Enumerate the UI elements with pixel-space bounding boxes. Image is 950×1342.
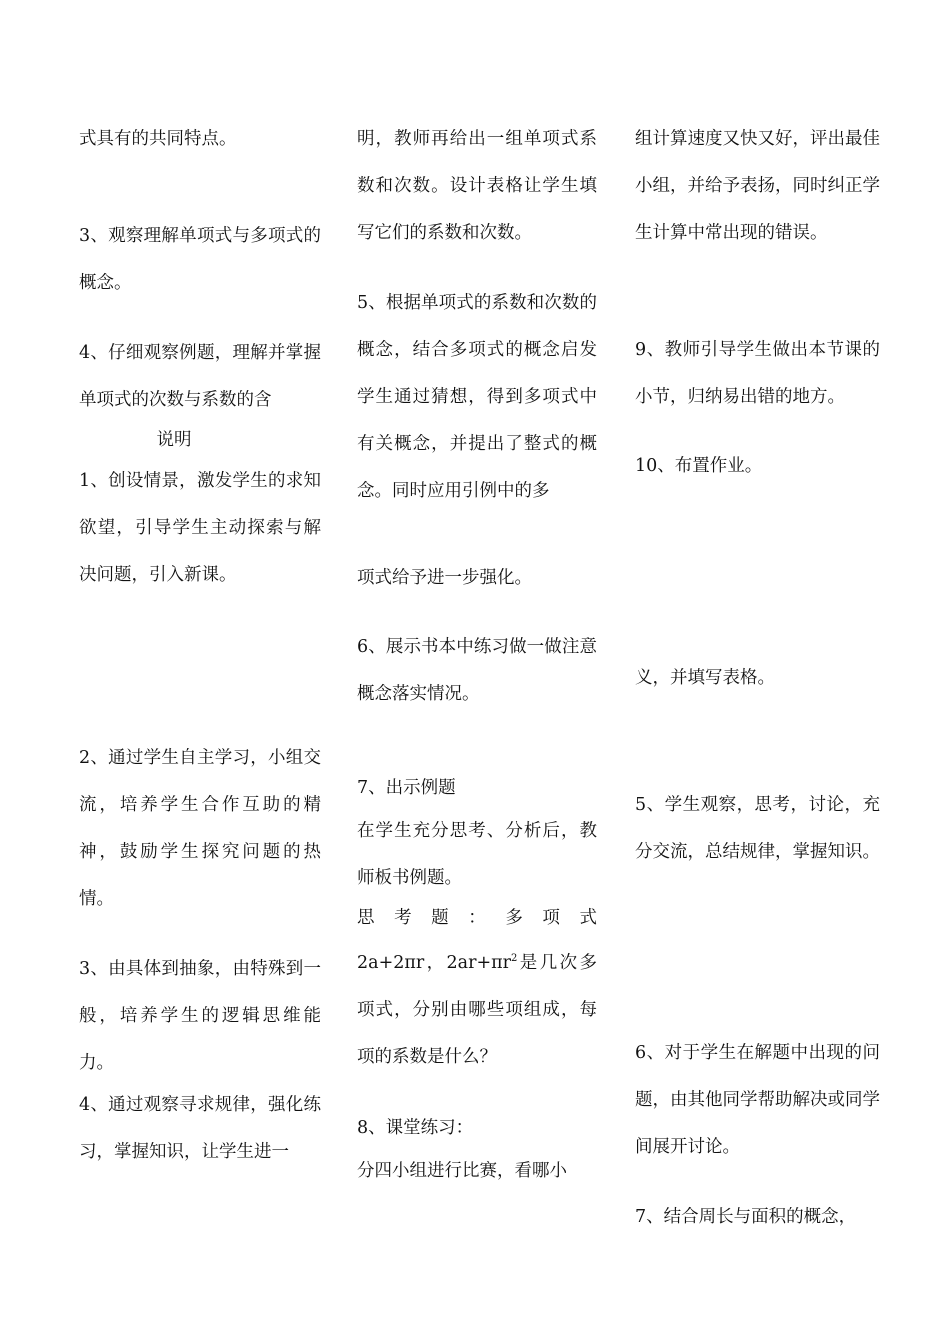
- paragraph-group-competition: 组计算速度又快又好，评出最佳小组，并给予表扬，同时纠正学生计算中常出现的错误。: [635, 129, 880, 243]
- paragraph-item-6-exercise: 6、展示书本中练习做一做注意概念落实情况。: [357, 637, 597, 704]
- paragraph-item-8-title: 8、课堂练习：: [357, 1118, 474, 1138]
- polynomial-expression: 2a+2πr，2ar+πr: [357, 953, 512, 973]
- paragraph-explain-1: 1、创设情景，激发学生的求知欲望，引导学生主动探索与解决问题，引入新课。: [79, 471, 321, 585]
- paragraph-teacher-table: 明，教师再给出一组单项式系数和次数。设计表格让学生填写它们的系数和次数。: [357, 129, 597, 243]
- paragraph-student-observe: 5、学生观察，思考，讨论，充分交流，总结规律，掌握知识。: [635, 795, 880, 862]
- section-heading-explanation: 说明: [156, 430, 192, 450]
- paragraph-item-10-homework: 10、布置作业。: [635, 456, 763, 476]
- paragraph-think-question: 思考题：多项式: [357, 908, 597, 928]
- paragraph-student-discussion: 6、对于学生在解题中出现的问题，由其他同学帮助解决或同学间展开讨论。: [635, 1043, 880, 1157]
- paragraph-item-8-groups: 分四小组进行比赛，看哪小: [357, 1161, 567, 1181]
- paragraph-item-3-concepts: 3、观察理解单项式与多项式的概念。: [79, 226, 321, 293]
- paragraph-item-5-guess: 5、根据单项式的系数和次数的概念，结合多项式的概念启发学生通过猜想，得到多项式中有关概念，并提出了整式的概念。同时应用引例中的多: [357, 293, 597, 501]
- paragraph-explain-2: 2、通过学生自主学习，小组交流，培养学生合作互助的精神，鼓励学生探究问题的热情。: [79, 748, 321, 909]
- paragraph-item-7-perimeter: 7、结合周长与面积的概念，: [635, 1207, 857, 1227]
- paragraph-item-7-title: 7、出示例题: [357, 778, 456, 798]
- paragraph-item-7-board: 在学生充分思考、分析后，教师板书例题。: [357, 821, 597, 888]
- paragraph-fill-table: 义，并填写表格。: [635, 668, 775, 688]
- paragraph-common-features: 式具有的共同特点。: [79, 129, 237, 149]
- paragraph-polynomial-question: [357, 940, 597, 1081]
- question-text: 是几次多项式，分别由哪些项组成，每项的系数是什么？: [357, 953, 598, 1067]
- paragraph-item-5-continued: 项式给予进一步强化。: [357, 568, 532, 588]
- paragraph-item-9-summary: 9、教师引导学生做出本节课的小节，归纳易出错的地方。: [635, 340, 880, 407]
- exponent: 2: [511, 953, 518, 965]
- paragraph-item-4-observe: 4、仔细观察例题，理解并掌握单项式的次数与系数的含: [79, 343, 321, 410]
- paragraph-explain-3: 3、由具体到抽象，由特殊到一般，培养学生的逻辑思维能力。: [79, 959, 321, 1073]
- paragraph-explain-4: 4、通过观察寻求规律，强化练习，掌握知识，让学生进一: [79, 1095, 321, 1162]
